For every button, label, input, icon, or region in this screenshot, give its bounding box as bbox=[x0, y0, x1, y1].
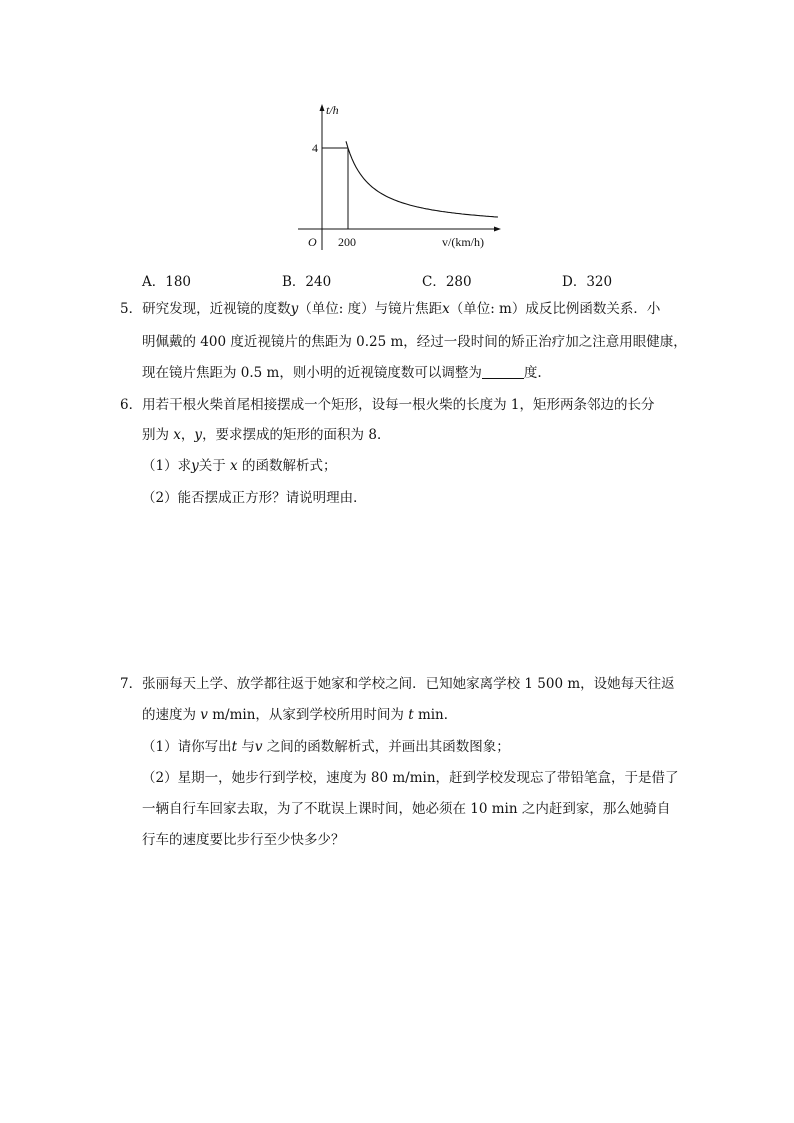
x-axis-arrow bbox=[494, 227, 501, 232]
q5-var-x: x bbox=[442, 301, 450, 317]
q7-var-t: t bbox=[408, 707, 414, 723]
choice-d: D．320 bbox=[562, 274, 613, 290]
q7-sub-2-line-3: 行车的速度要比步行至少快多少？ bbox=[142, 832, 345, 848]
q7-sub1-c: 之间的函数解析式，并画出其函数图象； bbox=[266, 739, 510, 755]
q5-line-2: 明佩戴的 400 度近视镜片的焦距为 0.25 m，经过一段时间的矫正治疗加之注意用眼健康， bbox=[142, 334, 687, 350]
q5-line-3 bbox=[142, 364, 542, 382]
q7-sub1-b: 与 bbox=[241, 739, 255, 755]
q7-line-2 bbox=[142, 706, 457, 724]
y-axis-label: t/h bbox=[326, 103, 339, 117]
q7-sub-2-line-2: 一辆自行车回家去取，为了不耽误上课时间，她必须在 10 min 之内赶到家，那么她骑自 bbox=[142, 801, 671, 817]
q5-text-1c: （单位: m）成反比例函数关系．小 bbox=[449, 301, 661, 317]
q6-sub-2: （2）能否摆成正方形？请说明理由． bbox=[142, 490, 367, 506]
q7-text-1: 张丽每天上学、放学都往返于她家和学校之间．已知她家离学校 1 500 m，设她每天往返 bbox=[142, 676, 675, 692]
q6-line-2 bbox=[142, 426, 390, 444]
q6-text-2b: ，要求摆成的矩形的面积为 8． bbox=[202, 427, 391, 443]
origin-label: O bbox=[308, 235, 317, 249]
q5-answer-blank[interactable] bbox=[482, 366, 524, 379]
q5-text-1a: 研究发现，近视镜的度数 bbox=[142, 301, 291, 317]
q5-var-y: y bbox=[290, 301, 299, 317]
q5-text-1b: （单位: 度）与镜片焦距 bbox=[298, 301, 443, 317]
choice-c: C．280 bbox=[422, 274, 472, 290]
q7-sub1-a: （1）请你写出 bbox=[142, 739, 232, 755]
x-axis-label: v/(km/h) bbox=[442, 235, 484, 249]
q6-sub1-b: 关于 bbox=[198, 458, 226, 474]
q5-text-3b: 度. bbox=[523, 365, 542, 381]
q6-text-2a: 别为 bbox=[142, 427, 169, 443]
q7-sub1-t: t bbox=[231, 739, 238, 755]
q7-var-v: v bbox=[200, 707, 208, 723]
q6-sub1-c: 的函数解析式； bbox=[241, 458, 337, 474]
q7-sub1-v: v bbox=[254, 739, 263, 755]
q6-number: 6． bbox=[120, 397, 143, 413]
q5-number: 5． bbox=[120, 301, 143, 317]
q6-var-x: x bbox=[173, 427, 181, 443]
choice-a: A．180 bbox=[142, 274, 192, 290]
q6-sub-1 bbox=[142, 457, 336, 475]
q7-number: 7． bbox=[120, 676, 143, 692]
q7-text-2c: min． bbox=[417, 707, 458, 723]
y-axis-arrow bbox=[320, 104, 325, 111]
q6-text-1: 用若干根火柴首尾相接摆成一个矩形，设每一根火柴的长度为 1，矩形两条邻边的长分 bbox=[142, 397, 655, 413]
q6-sub1-a: （1）求 bbox=[142, 458, 192, 474]
q5-line-1 bbox=[120, 300, 660, 318]
choice-b: B．240 bbox=[282, 274, 332, 290]
q7-text-2a: 的速度为 bbox=[142, 707, 196, 723]
q6-var-y: y bbox=[194, 427, 203, 443]
q6-sep: ， bbox=[180, 427, 195, 443]
answer-choices bbox=[142, 270, 702, 288]
q7-sub-2-line-1: （2）星期一，她步行到学校，速度为 80 m/min，赶到学校发现忘了带铅笔盒，于是借了 bbox=[142, 770, 679, 786]
q6-line-1 bbox=[120, 396, 654, 414]
y-tick-label: 4 bbox=[312, 141, 318, 155]
inverse-proportion-graph bbox=[290, 100, 510, 260]
q7-text-2b: m/min，从家到学校所用时间为 bbox=[212, 707, 404, 723]
hyperbola-curve bbox=[346, 141, 498, 217]
q7-sub-1 bbox=[142, 738, 510, 756]
x-tick-label: 200 bbox=[338, 235, 356, 249]
q7-line-1 bbox=[120, 675, 675, 693]
q5-text-3a: 现在镜片焦距为 0.5 m，则小明的近视镜度数可以调整为 bbox=[142, 365, 482, 381]
q6-sub1-x: x bbox=[230, 458, 238, 474]
q6-sub1-y: y bbox=[191, 458, 199, 474]
